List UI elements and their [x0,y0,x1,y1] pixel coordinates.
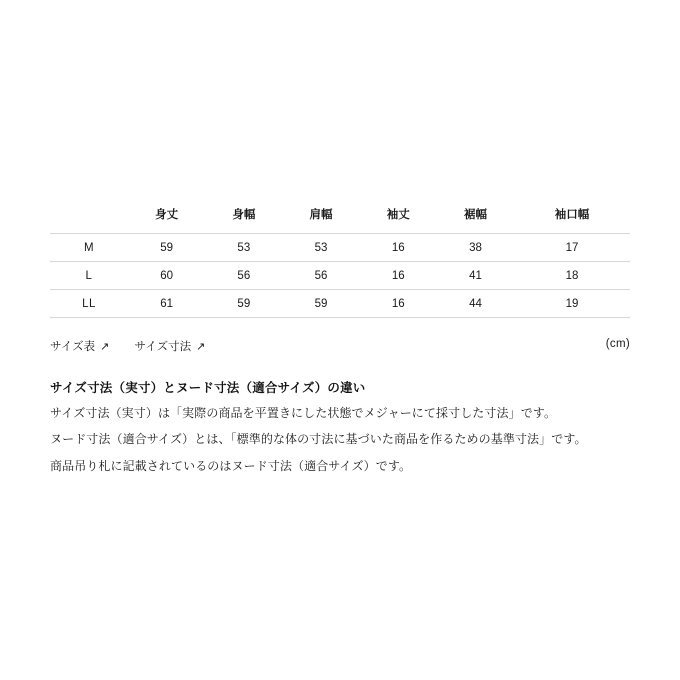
legend-row [50,338,630,354]
notes-line: ヌード寸法（適合サイズ）とは、「標準的な体の寸法に基づいた商品を作るための基準寸法」です。 [50,432,587,447]
cell-value: 38 [469,241,482,254]
cell-value: 56 [314,269,328,282]
column-header-mitake: 身丈 [155,208,179,221]
notes-line: サイズ寸法（実寸）は「実際の商品を平置きにした状態でメジャーにて採寸した寸法」です。 [50,406,557,420]
notes-section [50,378,640,475]
table-header-row [50,200,630,234]
column-header-mihaba: 身幅 [232,208,256,221]
column-header-susohaba: 裾幅 [463,208,487,221]
cell-value: 61 [160,297,173,310]
legend-item-size-measurement [135,338,206,354]
size-table-body [50,234,630,318]
legend-item-size-chart [50,338,109,354]
notes-line: 商品吊り札に記載されているのはヌード寸法（適合サイズ）です。 [50,458,412,473]
cell-value: 59 [160,241,173,254]
cell-value: 60 [160,269,173,282]
column-header-sodeguchihaba: 袖口幅 [554,208,590,221]
unit-label: (cm) [605,338,630,350]
cell-value: 44 [469,297,482,310]
cell-value: 59 [314,297,328,310]
cell-value: 41 [469,269,482,282]
cell-value: 16 [391,241,405,254]
row-header-size: L [85,269,93,282]
size-table-container [50,200,630,318]
arrow-up-right-icon: ↗ [196,341,206,353]
cell-value: 53 [314,241,328,254]
arrow-up-right-icon: ↗ [100,341,110,353]
row-header-size: M [83,241,95,254]
column-header-sodetake: 袖丈 [386,208,410,221]
size-table [50,200,630,318]
column-header-katahaba: 肩幅 [309,208,333,221]
cell-value: 16 [391,269,405,282]
size-table-head [50,200,630,234]
row-header-size: LL [82,297,96,310]
cell-value: 59 [237,297,251,310]
table-row [50,234,630,262]
legend-label-size-chart: サイズ表 [50,341,96,353]
notes-title: サイズ寸法（実寸）とヌード寸法（適合サイズ）の違い [50,381,366,395]
cell-value: 18 [565,269,579,282]
table-corner-header [50,200,128,234]
cell-value: 53 [237,241,251,254]
cell-value: 16 [391,297,405,310]
table-row [50,262,630,290]
table-row [50,290,630,318]
cell-value: 17 [565,241,579,254]
legend-label-size-measurement: サイズ寸法 [134,341,192,353]
cell-value: 19 [565,297,579,310]
cell-value: 56 [237,269,251,282]
